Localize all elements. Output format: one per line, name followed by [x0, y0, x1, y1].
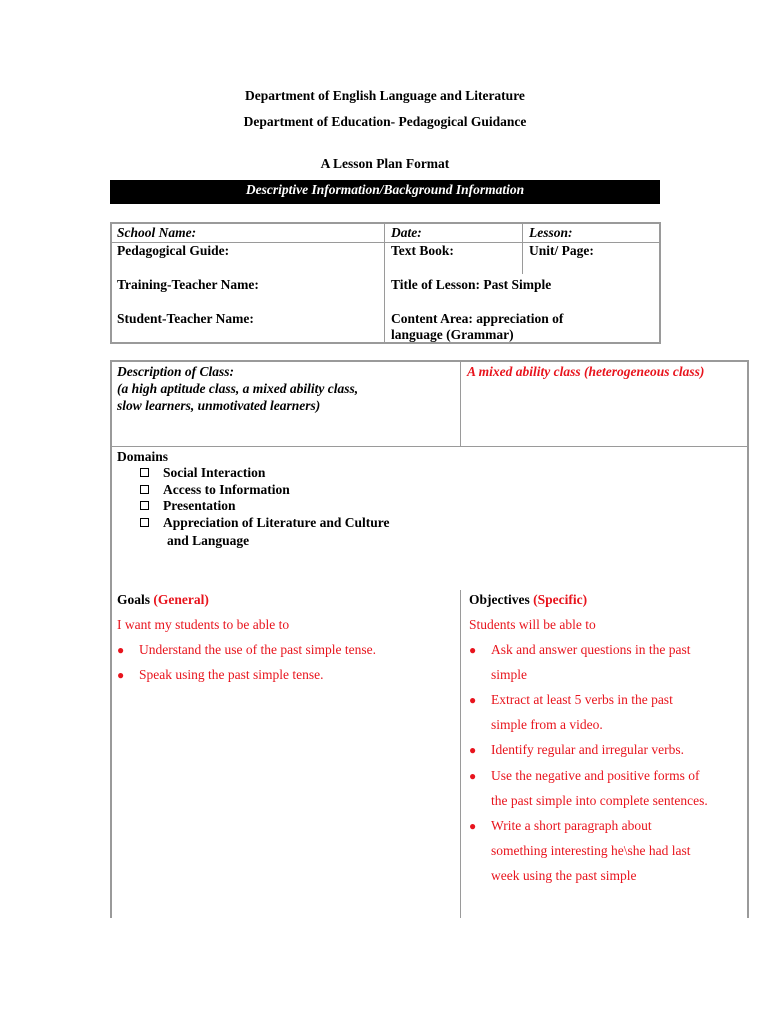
objective-line: week using the past simple	[491, 868, 637, 883]
goals-title: Goals (General)	[117, 592, 209, 607]
objective-line: the past simple into complete sentences.	[491, 793, 708, 808]
objective-line: Extract at least 5 verbs in the past	[491, 692, 673, 707]
class-description-label: Description of Class:	[117, 364, 235, 379]
document-title: A Lesson Plan Format	[320, 156, 450, 171]
checkbox-icon[interactable]	[140, 518, 149, 527]
content-area-line-1: Content Area: appreciation of	[391, 311, 564, 326]
goal-item: Speak using the past simple tense.	[139, 667, 324, 682]
objectives-title: Objectives (Specific)	[469, 592, 588, 607]
goal-item: Understand the use of the past simple tense.	[139, 642, 376, 657]
bullet-icon: ●	[117, 668, 125, 682]
objective-line: Identify regular and irregular verbs.	[491, 742, 685, 757]
unit-page-label: Unit/ Page:	[529, 243, 594, 258]
bullet-icon: ●	[469, 743, 477, 757]
domain-item-continued: and Language	[167, 533, 250, 548]
domain-item: Access to Information	[163, 482, 290, 497]
domain-item: Presentation	[163, 498, 236, 513]
content-area-line-2: language (Grammar)	[391, 327, 514, 342]
school-name-label: School Name:	[117, 225, 197, 240]
checkbox-icon[interactable]	[140, 485, 149, 494]
checkbox-icon[interactable]	[140, 468, 149, 477]
bullet-icon: ●	[469, 643, 477, 657]
class-description-options-2: slow learners, unmotivated learners)	[117, 398, 321, 413]
student-teacher-label: Student-Teacher Name:	[117, 311, 254, 326]
lesson-label: Lesson:	[529, 225, 573, 240]
department-title-2: Department of Education- Pedagogical Guidance	[243, 114, 527, 129]
training-teacher-label: Training-Teacher Name:	[117, 277, 259, 292]
objective-line: simple	[491, 667, 527, 682]
department-title-1: Department of English Language and Literature	[245, 88, 525, 103]
section-bar: Descriptive Information/Background Information	[110, 180, 660, 204]
title-of-lesson: Title of Lesson: Past Simple	[391, 277, 552, 292]
bullet-icon: ●	[469, 693, 477, 707]
objectives-intro: Students will be able to	[469, 617, 596, 632]
objective-line: Ask and answer questions in the past	[491, 642, 691, 657]
bullet-icon: ●	[469, 769, 477, 783]
domains-title: Domains	[117, 449, 169, 464]
class-description-value: A mixed ability class (heterogeneous class)	[467, 364, 705, 379]
text-book-label: Text Book:	[391, 243, 454, 258]
objective-line: simple from a video.	[491, 717, 603, 732]
objective-line: Use the negative and positive forms of	[491, 768, 700, 783]
domain-item: Appreciation of Literature and Culture	[163, 515, 390, 530]
pedagogical-guide-label: Pedagogical Guide:	[117, 243, 230, 258]
bullet-icon: ●	[117, 643, 125, 657]
class-description-options-1: (a high aptitude class, a mixed ability class,	[117, 381, 359, 396]
bullet-icon: ●	[469, 819, 477, 833]
objective-line: something interesting he\she had last	[491, 843, 691, 858]
domain-item: Social Interaction	[163, 465, 266, 480]
goals-intro: I want my students to be able to	[117, 617, 290, 632]
checkbox-icon[interactable]	[140, 501, 149, 510]
date-label: Date:	[391, 225, 422, 240]
objective-line: Write a short paragraph about	[491, 818, 652, 833]
